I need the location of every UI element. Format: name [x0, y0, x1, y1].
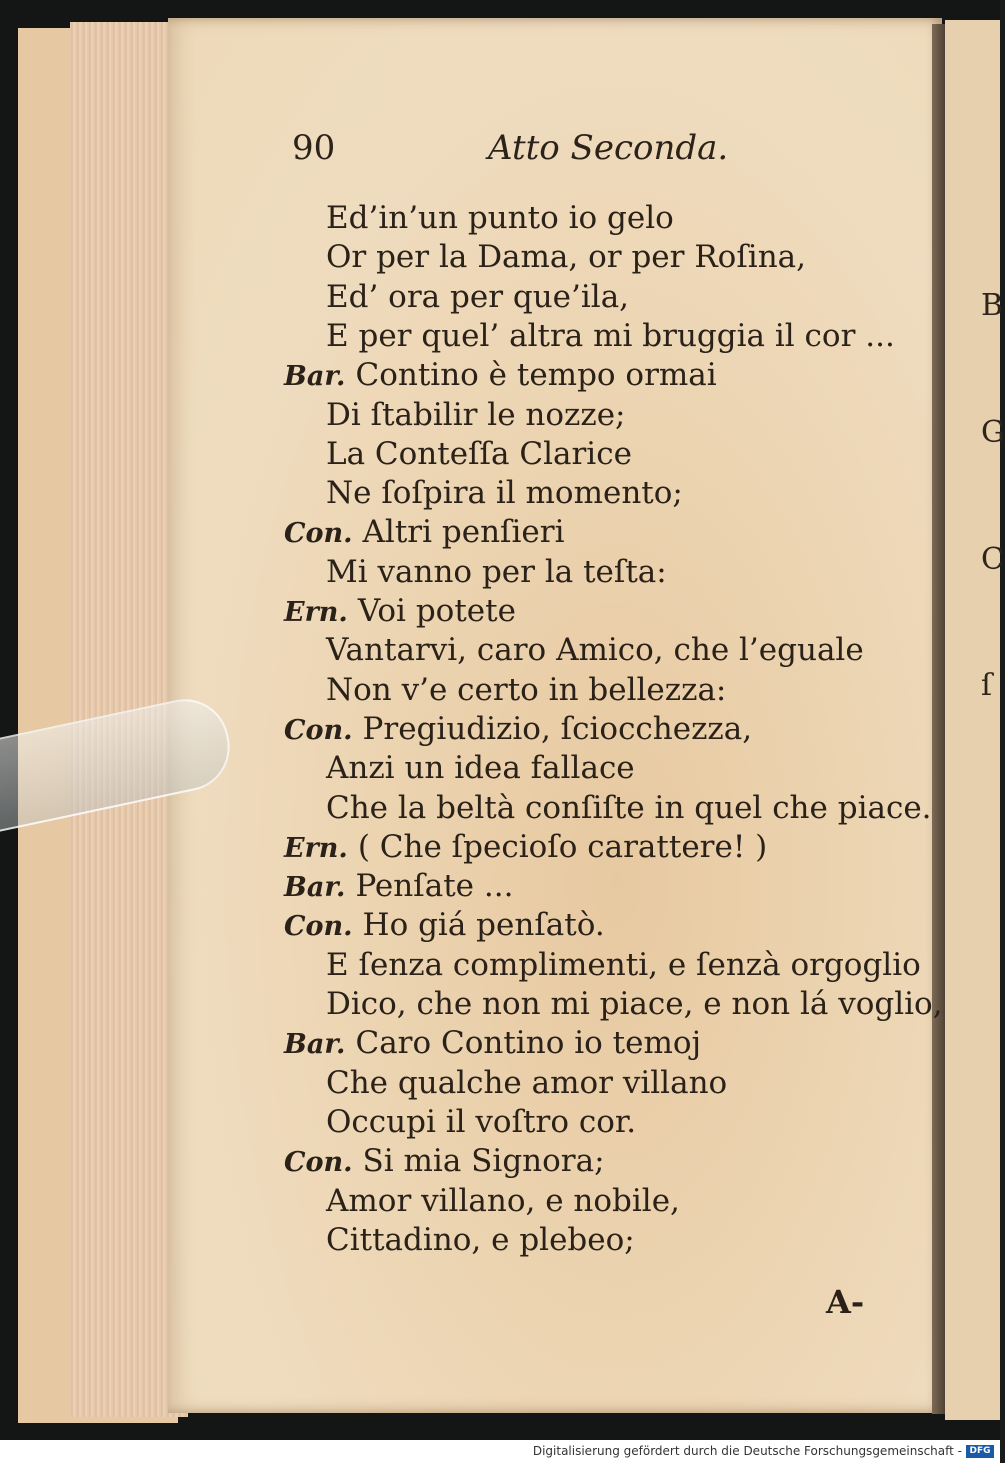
text-line: [284, 1143, 605, 1181]
text-line: [326, 672, 726, 708]
speaker-label: Con.: [284, 518, 353, 550]
verse-text: E ſenza complimenti, e ſenzà orgoglio: [326, 946, 921, 983]
text-line: [326, 986, 943, 1022]
verse-text: Voi potete: [357, 593, 516, 629]
text-line: [284, 711, 752, 749]
verse-text: Vantarvi, caro Amico, che l’eguale: [326, 632, 864, 669]
facing-page-fragment: B: [981, 288, 1004, 323]
text-line: [326, 279, 629, 315]
verse-text: Si mia Signora;: [362, 1143, 605, 1180]
dfg-logo: DFG: [966, 1445, 994, 1458]
text-line: [284, 514, 565, 552]
text-line: [326, 750, 635, 786]
verse-text: Altri penſieri: [362, 514, 565, 551]
footer-bar: [0, 1440, 1000, 1463]
text-line: [326, 318, 895, 354]
verse-text: ( Che ſpecioſo carattere! ): [357, 828, 768, 865]
text-line: [284, 907, 605, 945]
text-line: [284, 1025, 701, 1063]
text-line: [326, 947, 921, 983]
verse-text: Che qualche amor villano: [326, 1064, 728, 1101]
text-line: [326, 1065, 727, 1101]
text-line: [326, 475, 683, 511]
text-line: [326, 554, 667, 590]
text-line: [326, 200, 674, 236]
verse-text: Contino è tempo ormai: [355, 357, 717, 394]
text-line: [326, 1183, 680, 1219]
verse-text: Pregiudizio, ſciocchezza,: [362, 710, 753, 747]
facing-page-fragment: G: [981, 415, 1005, 450]
speaker-label: Ern.: [284, 832, 348, 864]
text-line: [326, 436, 632, 472]
verse-text: Mi vanno per la teſta:: [326, 553, 667, 590]
speaker-label: Bar.: [284, 1029, 346, 1061]
speaker-label: Con.: [284, 911, 353, 943]
verse-text: Ed’in’un punto io gelo: [326, 200, 674, 236]
running-title: Atto Seconda.: [488, 128, 729, 168]
page-number: 90: [292, 128, 336, 168]
text-line: [284, 868, 513, 906]
text-line: [326, 632, 864, 668]
facing-page-fragment: ſ: [981, 668, 993, 703]
speaker-label: Bar.: [284, 872, 346, 904]
speaker-label: Bar.: [284, 361, 346, 393]
text-line: [326, 790, 932, 826]
text-line: [284, 829, 767, 867]
verse-text: E per quel’ altra mi bruggia il cor ...: [326, 317, 895, 354]
verse-text: Non v’e certo in bellezza:: [326, 671, 727, 708]
verse-text: La Conteſſa Clarice: [326, 435, 632, 472]
verse-text: Cittadino, e plebeo;: [326, 1221, 635, 1258]
text-line: [284, 357, 717, 395]
verse-text: Amor villano, e nobile,: [326, 1182, 680, 1219]
text-line: [326, 239, 806, 275]
footer-credit: Digitalisierung gefördert durch die Deutsche Forschungsgemeinschaft -: [532, 1444, 962, 1458]
verse-text: Or per la Dama, or per Roſina,: [326, 239, 807, 276]
speaker-label: Con.: [284, 714, 353, 746]
facing-page: [945, 20, 1005, 1420]
text-line: [284, 593, 516, 631]
verse-text: Ed’ ora per que’ila,: [326, 278, 630, 315]
verse-text: Ho giá penſatò.: [362, 907, 605, 944]
verse-text: Penſate ...: [355, 868, 514, 905]
verse-text: Anzi un idea fallace: [326, 750, 635, 787]
verse-text: Occupi il voſtro cor.: [326, 1103, 637, 1140]
text-line: [326, 397, 626, 433]
verse-text: Dico, che non mi piace, e non lá voglio,: [326, 986, 943, 1022]
text-line: [326, 1104, 636, 1140]
speaker-label: Con.: [284, 1147, 353, 1179]
verse-text: Di ſtabilir le nozze;: [326, 396, 626, 433]
text-line: [326, 1222, 635, 1258]
speaker-label: Ern.: [284, 597, 348, 628]
verse-text: Caro Contino io temoj: [355, 1025, 702, 1062]
catchword: A-: [826, 1283, 865, 1321]
verse-text: Che la beltà conſiſte in quel che piace.: [326, 789, 932, 826]
verse-text: Ne ſoſpira il momento;: [326, 475, 683, 512]
facing-page-fragment: C: [981, 542, 1004, 577]
book-gutter: [932, 24, 946, 1414]
